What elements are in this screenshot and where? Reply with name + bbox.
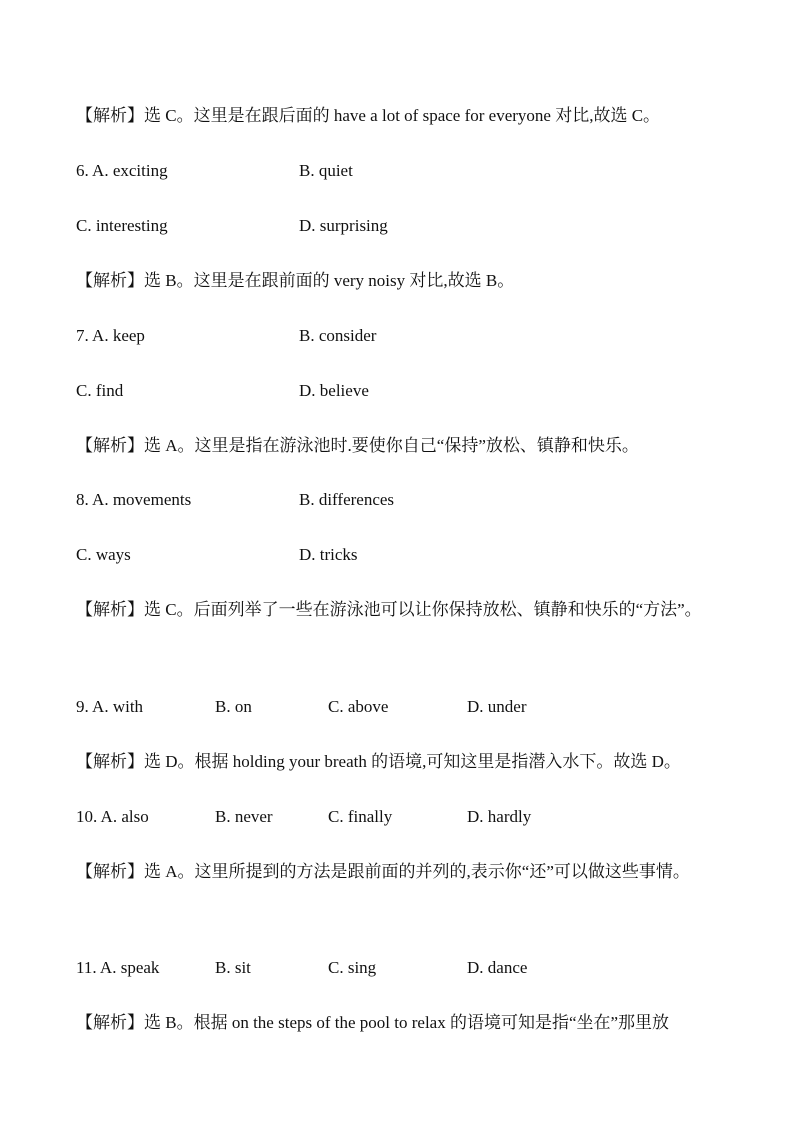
q8-option-d: D. tricks xyxy=(299,545,358,564)
q8-option-c: C. ways xyxy=(76,545,131,564)
analysis-7: 【解析】选 A。这里是指在游泳池时.要使你自己“保持”放松、镇静和快乐。 xyxy=(76,436,639,455)
q9-option-c: C. above xyxy=(328,697,389,716)
q6-option-d: D. surprising xyxy=(299,216,388,235)
analysis-5: 【解析】选 C。这里是在跟后面的 have a lot of space for everyone 对比,故选 C。 xyxy=(76,106,661,125)
analysis-6: 【解析】选 B。这里是在跟前面的 very noisy 对比,故选 B。 xyxy=(76,271,515,290)
q11-option-a: 11. A. speak xyxy=(76,958,160,977)
q7-option-c: C. find xyxy=(76,381,124,400)
q10-option-d: D. hardly xyxy=(467,807,532,826)
q9-option-b: B. on xyxy=(215,697,252,716)
q8-option-b: B. differences xyxy=(299,490,395,509)
q7-option-b: B. consider xyxy=(299,326,377,345)
q6-option-c: C. interesting xyxy=(76,216,168,235)
analysis-10: 【解析】选 A。这里所提到的方法是跟前面的并列的,表示你“还”可以做这些事情。 xyxy=(76,862,690,881)
q11-option-c: C. sing xyxy=(328,958,377,977)
q9-option-a: 9. A. with xyxy=(76,697,144,716)
q7-option-a: 7. A. keep xyxy=(76,326,145,345)
q6-option-b: B. quiet xyxy=(299,161,353,180)
q10-option-c: C. finally xyxy=(328,807,393,826)
q9-option-d: D. under xyxy=(467,697,527,716)
analysis-9: 【解析】选 D。根据 holding your breath 的语境,可知这里是指潜入水下。故选 D。 xyxy=(76,752,681,771)
q10-option-b: B. never xyxy=(215,807,273,826)
analysis-8: 【解析】选 C。后面列举了一些在游泳池可以让你保持放松、镇静和快乐的“方法”。 xyxy=(76,600,702,619)
q11-option-b: B. sit xyxy=(215,958,251,977)
analysis-11: 【解析】选 B。根据 on the steps of the pool to relax 的语境可知是指“坐在”那里放 xyxy=(76,1013,670,1032)
q11-option-d: D. dance xyxy=(467,958,528,977)
q10-option-a: 10. A. also xyxy=(76,807,149,826)
q7-option-d: D. believe xyxy=(299,381,369,400)
q6-option-a: 6. A. exciting xyxy=(76,161,168,180)
q8-option-a: 8. A. movements xyxy=(76,490,192,509)
